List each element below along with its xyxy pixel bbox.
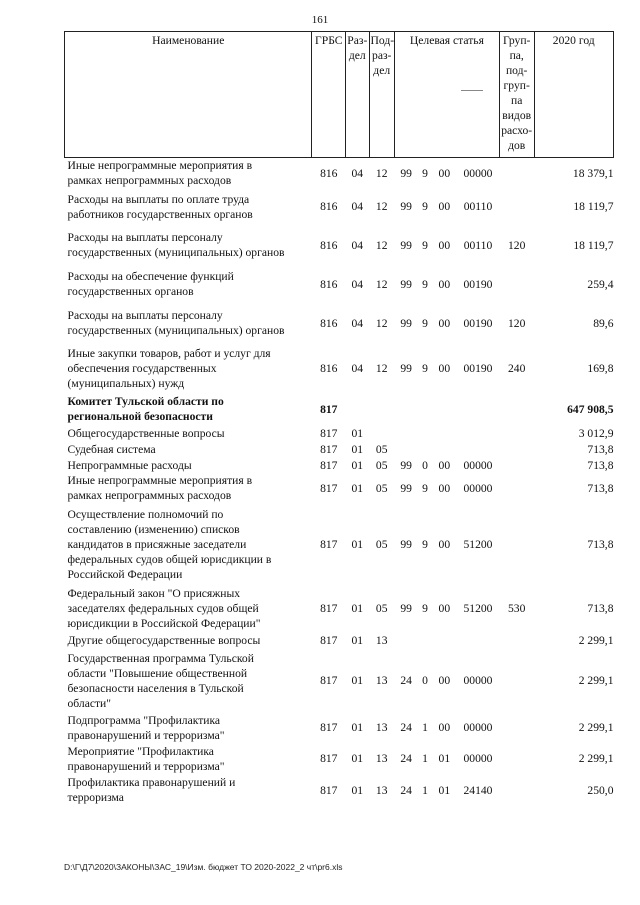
row-cell-pr <box>369 425 394 441</box>
row-name <box>65 303 312 343</box>
row-cell-pr: 12 <box>375 361 388 375</box>
row-cell-rz: 01 <box>351 674 364 687</box>
row-cell-pr: 12 <box>375 277 388 291</box>
row-cell-c2 <box>418 632 432 649</box>
row-name-line: рамках непрограммных расходов <box>67 489 232 502</box>
page-number: 161 <box>311 14 329 26</box>
row-name-line: Расходы на выплаты персоналу <box>67 309 223 322</box>
row-cell-vr <box>499 393 534 425</box>
row-name-line: государственных (муниципальных) органов <box>67 324 285 337</box>
row-cell-vr <box>499 473 534 503</box>
table-row <box>65 158 614 189</box>
row-cell-pr: 12 <box>375 238 388 252</box>
row-cell-c1: 24 <box>400 783 412 797</box>
row-name <box>65 158 312 189</box>
row-cell-grbs: 816 <box>320 200 338 213</box>
row-name <box>65 585 312 632</box>
row-name-line: (муниципальных) нужд <box>67 376 185 390</box>
row-cell-c3: 00 <box>438 238 451 252</box>
row-cell-rz: 01 <box>351 458 364 472</box>
row-cell-c3 <box>432 441 456 457</box>
row-cell-c3: 00 <box>438 166 451 180</box>
row-name-line: Государственная программа Тульской <box>67 651 254 665</box>
header-name: Наименование <box>65 32 312 158</box>
row-cell-c3: 00 <box>438 721 451 734</box>
table-row <box>65 473 614 503</box>
row-name-line: государственных органов <box>67 285 194 298</box>
row-cell-rz: 04 <box>351 316 364 330</box>
row-name <box>65 649 312 712</box>
row-name-line: области "Повышение общественной <box>67 666 248 680</box>
header-podrazdel-line: раз- <box>372 49 392 62</box>
row-name <box>65 188 312 225</box>
row-cell-vr <box>499 632 534 649</box>
row-cell-c2: 9 <box>422 316 428 330</box>
table-row <box>65 503 614 585</box>
row-cell-c3: 01 <box>438 752 451 765</box>
row-name-line: региональной безопасности <box>67 410 213 423</box>
row-name-line: Иные закупки товаров, работ и услуг для <box>67 346 271 360</box>
table-row <box>65 743 614 774</box>
table-row <box>65 774 614 806</box>
row-cell-c4: 51200 <box>463 602 493 615</box>
row-cell-pr <box>369 393 394 425</box>
row-amount: 713,8 <box>587 442 614 456</box>
row-cell-c3: 00 <box>438 674 451 687</box>
row-name-line: Российской Федерации <box>67 567 183 581</box>
row-name-line: безопасности населения в Тульской <box>67 681 244 695</box>
row-cell-grbs: 817 <box>320 426 338 440</box>
row-amount: 2 299,1 <box>578 634 614 647</box>
row-cell-vr: 120 <box>507 316 526 330</box>
row-cell-vr: 530 <box>507 602 526 615</box>
row-cell-vr <box>499 743 534 774</box>
row-cell-c2: 1 <box>422 752 428 765</box>
row-cell-c1 <box>394 441 417 457</box>
row-cell-pr: 12 <box>375 200 388 213</box>
row-amount: 18 119,7 <box>573 200 614 213</box>
table-row <box>65 343 614 393</box>
row-name-line: Иные непрограммные мероприятия в <box>67 159 253 172</box>
table-row <box>65 441 614 457</box>
row-cell-rz: 01 <box>351 783 364 797</box>
row-amount: 89,6 <box>593 316 614 330</box>
row-name-line: области" <box>67 696 111 710</box>
header-group-line: под- <box>505 64 528 77</box>
header-razdel <box>346 32 369 158</box>
row-cell-c4: 00190 <box>463 316 493 330</box>
row-cell-c1: 24 <box>400 674 412 687</box>
header-group-line: Груп- <box>502 34 531 47</box>
row-cell-grbs: 817 <box>320 783 338 797</box>
row-cell-grbs: 817 <box>320 402 338 416</box>
row-cell-rz: 04 <box>351 277 364 291</box>
row-cell-c1: 99 <box>400 361 412 375</box>
table-body <box>65 158 614 807</box>
row-name <box>65 393 312 425</box>
table-row <box>65 632 614 649</box>
row-cell-c3: 01 <box>438 783 451 797</box>
header-year: 2020 год <box>534 32 614 158</box>
row-cell-c2 <box>418 441 432 457</box>
row-cell-vr <box>499 649 534 712</box>
row-cell-c2: 9 <box>422 602 428 615</box>
row-cell-pr: 05 <box>375 458 388 472</box>
row-cell-c3: 00 <box>438 458 451 472</box>
row-cell-rz: 01 <box>351 537 364 551</box>
row-cell-c1: 24 <box>400 721 412 734</box>
header-group-line: дов <box>508 139 526 152</box>
row-name-line: Судебная система <box>67 442 156 456</box>
row-amount: 2 299,1 <box>578 674 614 687</box>
table-row <box>65 649 614 712</box>
row-cell-c1: 99 <box>400 537 412 551</box>
row-name-line: Профилактика правонарушений и <box>67 776 236 789</box>
file-path-footer: D:\Г\Д7\2020\ЗАКОНЫ\ЗАС_19\Изм. бюджет ТО 2020-2022_2 чт\pr6.xls <box>64 862 343 872</box>
row-name-line: заседателях федеральных судов общей <box>67 602 259 615</box>
row-cell-c1: 99 <box>400 316 412 330</box>
row-name-line: Мероприятие "Профилактика <box>67 744 214 758</box>
row-cell-c4: 00000 <box>463 458 493 472</box>
row-cell-pr: 12 <box>375 316 388 330</box>
row-cell-c2: 1 <box>422 783 428 797</box>
row-name-line: Общегосударственные вопросы <box>67 426 225 440</box>
row-cell-c2: 0 <box>422 674 428 687</box>
header-group-line: видов <box>502 109 532 122</box>
row-amount: 169,8 <box>587 361 614 375</box>
table-row <box>65 425 614 441</box>
row-amount: 713,8 <box>587 537 614 551</box>
row-name-line: Комитет Тульской области по <box>67 395 224 408</box>
table-row <box>65 712 614 743</box>
header-podrazdel <box>369 32 394 158</box>
row-cell-c4: 00110 <box>463 238 493 252</box>
budget-table <box>64 31 614 806</box>
row-name-line: Расходы на выплаты по оплате труда <box>67 192 250 206</box>
row-name <box>65 712 312 743</box>
row-cell-c4 <box>457 632 500 649</box>
row-cell-pr: 05 <box>375 602 388 615</box>
row-cell-c1: 99 <box>400 200 412 213</box>
row-cell-c2: 9 <box>422 238 428 252</box>
row-cell-vr <box>499 457 534 473</box>
row-cell-c4: 00000 <box>463 674 493 687</box>
row-cell-pr: 13 <box>375 783 388 797</box>
row-name <box>65 457 312 473</box>
row-name <box>65 632 312 649</box>
row-name-line: обеспечения государственных <box>67 361 217 375</box>
row-name <box>65 743 312 774</box>
header-group <box>499 32 534 158</box>
row-cell-pr: 13 <box>375 634 388 647</box>
row-name-line: кандидатов в присяжные заседатели <box>67 537 247 551</box>
row-cell-c2: 9 <box>422 166 428 180</box>
row-name <box>65 774 312 806</box>
header-group-line: па <box>511 94 523 107</box>
header-target-article <box>394 32 499 158</box>
row-name-line: Непрограммные расходы <box>67 458 192 472</box>
table-row <box>65 303 614 343</box>
header-group-line: расхо- <box>501 124 533 137</box>
header-divider-dash <box>461 90 483 91</box>
row-cell-grbs: 816 <box>320 238 338 252</box>
row-name-line: терроризма <box>67 791 124 804</box>
row-cell-grbs: 817 <box>320 752 338 765</box>
row-amount: 3 012,9 <box>578 426 614 440</box>
header-podrazdel-line: Под- <box>370 34 395 47</box>
row-cell-grbs: 816 <box>320 316 338 330</box>
row-name <box>65 441 312 457</box>
row-cell-vr <box>499 441 534 457</box>
row-cell-pr: 13 <box>375 752 388 765</box>
row-cell-c4: 00190 <box>463 277 493 291</box>
row-cell-rz: 04 <box>351 200 364 213</box>
row-cell-rz: 04 <box>351 361 364 375</box>
row-name <box>65 225 312 265</box>
row-name-line: работников государственных органов <box>67 207 253 221</box>
row-cell-pr: 05 <box>375 442 388 456</box>
header-razdel-line: Раз- <box>347 34 368 47</box>
row-cell-c2: 0 <box>422 458 428 472</box>
row-cell-rz <box>346 393 369 425</box>
row-cell-rz: 01 <box>351 481 364 495</box>
row-name-line: Расходы на выплаты персоналу <box>67 231 223 244</box>
row-cell-vr <box>499 712 534 743</box>
row-cell-grbs: 816 <box>320 166 338 180</box>
row-name-line: правонарушений и терроризма" <box>67 728 225 742</box>
row-cell-vr <box>499 265 534 303</box>
row-cell-grbs: 816 <box>320 277 338 291</box>
row-amount: 713,8 <box>587 458 614 472</box>
row-cell-c1: 99 <box>400 602 412 615</box>
row-cell-c3 <box>432 632 456 649</box>
row-cell-pr: 05 <box>375 481 388 495</box>
row-cell-pr: 13 <box>375 721 388 734</box>
row-cell-c1 <box>394 425 417 441</box>
header-podrazdel-line: дел <box>373 64 391 77</box>
row-name <box>65 425 312 441</box>
row-amount: 18 119,7 <box>573 238 614 252</box>
row-cell-c1: 99 <box>400 238 412 252</box>
row-cell-grbs: 817 <box>320 458 338 472</box>
row-name-line: юрисдикции в Российской Федерации" <box>67 617 261 630</box>
row-name-line: Другие общегосударственные вопросы <box>67 634 261 647</box>
row-name-line: федеральных судов общей юрисдикции в <box>67 552 272 566</box>
row-cell-c4 <box>457 441 500 457</box>
table-row <box>65 265 614 303</box>
row-cell-rz: 04 <box>351 166 364 180</box>
row-name-line: правонарушений и терроризма" <box>67 759 225 773</box>
row-cell-grbs: 817 <box>320 674 338 687</box>
row-cell-c1: 99 <box>400 277 412 291</box>
header-grbs: ГРБС <box>312 32 346 158</box>
row-cell-vr <box>499 188 534 225</box>
header-group-line: па, <box>509 49 524 62</box>
row-cell-c3: 00 <box>438 200 451 213</box>
row-cell-c4: 24140 <box>463 783 493 797</box>
row-cell-c3: 00 <box>438 361 451 375</box>
header-row <box>65 32 614 158</box>
row-amount: 259,4 <box>587 277 614 291</box>
row-cell-c1 <box>394 393 417 425</box>
row-cell-vr: 240 <box>507 361 526 375</box>
row-cell-vr <box>499 774 534 806</box>
row-name-line: государственных (муниципальных) органов <box>67 246 285 259</box>
row-cell-c4: 00190 <box>463 361 493 375</box>
row-cell-vr: 120 <box>507 238 526 252</box>
table-row <box>65 393 614 425</box>
table-row <box>65 585 614 632</box>
row-cell-vr <box>499 158 534 189</box>
row-cell-grbs: 817 <box>320 442 338 456</box>
row-cell-c3: 00 <box>438 316 451 330</box>
row-name-line: Федеральный закон "О присяжных <box>67 587 241 600</box>
row-cell-c4: 00000 <box>463 481 493 495</box>
table-row <box>65 457 614 473</box>
row-amount: 250,0 <box>587 783 614 797</box>
row-cell-c2: 9 <box>422 481 428 495</box>
row-cell-pr: 13 <box>375 674 388 687</box>
row-cell-grbs: 817 <box>320 634 338 647</box>
row-amount: 713,8 <box>587 481 614 495</box>
row-cell-rz: 01 <box>351 442 364 456</box>
row-cell-pr: 05 <box>375 537 388 551</box>
header-razdel-line: дел <box>348 49 366 62</box>
table-row <box>65 225 614 265</box>
row-cell-pr: 12 <box>375 166 388 180</box>
row-amount: 2 299,1 <box>578 752 614 765</box>
row-cell-c2: 9 <box>422 361 428 375</box>
row-cell-c4: 00110 <box>463 200 493 213</box>
row-cell-grbs: 816 <box>320 361 338 375</box>
row-cell-c3 <box>432 393 456 425</box>
row-name-line: рамках непрограммных расходов <box>67 174 232 187</box>
row-cell-c4: 00000 <box>463 721 493 734</box>
row-name-line: Осуществление полномочий по <box>67 507 224 521</box>
row-cell-c4: 00000 <box>463 166 493 180</box>
header-target-label: Целевая статья <box>409 34 484 47</box>
table-row <box>65 188 614 225</box>
row-cell-rz: 01 <box>351 752 364 765</box>
row-amount: 647 908,5 <box>567 402 614 416</box>
row-name <box>65 473 312 503</box>
row-name <box>65 265 312 303</box>
row-cell-grbs: 817 <box>320 481 338 495</box>
row-name-line: составлению (изменению) списков <box>67 522 240 536</box>
row-cell-c2: 9 <box>422 277 428 291</box>
row-cell-c3 <box>432 425 456 441</box>
row-cell-rz: 04 <box>351 238 364 252</box>
row-amount: 2 299,1 <box>578 721 614 734</box>
row-cell-c3: 00 <box>438 481 451 495</box>
row-amount: 18 379,1 <box>572 166 614 180</box>
row-cell-c4 <box>457 425 500 441</box>
row-cell-vr <box>499 503 534 585</box>
row-cell-rz: 01 <box>351 721 364 734</box>
row-cell-c1: 99 <box>400 458 412 472</box>
row-cell-c2: 9 <box>422 200 428 213</box>
row-cell-vr <box>499 425 534 441</box>
row-cell-c1: 24 <box>400 752 412 765</box>
row-cell-rz: 01 <box>351 426 364 440</box>
row-cell-c4: 51200 <box>463 537 493 551</box>
row-cell-rz: 01 <box>351 602 364 615</box>
row-name <box>65 503 312 585</box>
row-name <box>65 343 312 393</box>
header-group-line: груп- <box>503 79 530 92</box>
row-cell-c4 <box>457 393 500 425</box>
row-cell-c4: 00000 <box>463 752 493 765</box>
row-cell-c3: 00 <box>438 277 451 291</box>
row-name-line: Подпрограмма "Профилактика <box>67 713 221 727</box>
row-cell-c2 <box>418 393 432 425</box>
row-cell-c2: 9 <box>422 537 428 551</box>
row-cell-c3: 00 <box>438 537 451 551</box>
row-cell-c3: 00 <box>438 602 451 615</box>
row-cell-grbs: 817 <box>320 602 338 615</box>
row-cell-grbs: 817 <box>320 721 338 734</box>
row-cell-c1 <box>394 632 417 649</box>
row-cell-grbs: 817 <box>320 537 338 551</box>
row-cell-c2 <box>418 425 432 441</box>
row-cell-c1: 99 <box>400 481 412 495</box>
row-cell-c2: 1 <box>422 721 428 734</box>
row-cell-rz: 01 <box>351 634 364 647</box>
row-name-line: Иные непрограммные мероприятия в <box>67 474 253 487</box>
row-name-line: Расходы на обеспечение функций <box>67 270 234 283</box>
row-cell-c1: 99 <box>400 166 412 180</box>
row-amount: 713,8 <box>587 602 614 615</box>
